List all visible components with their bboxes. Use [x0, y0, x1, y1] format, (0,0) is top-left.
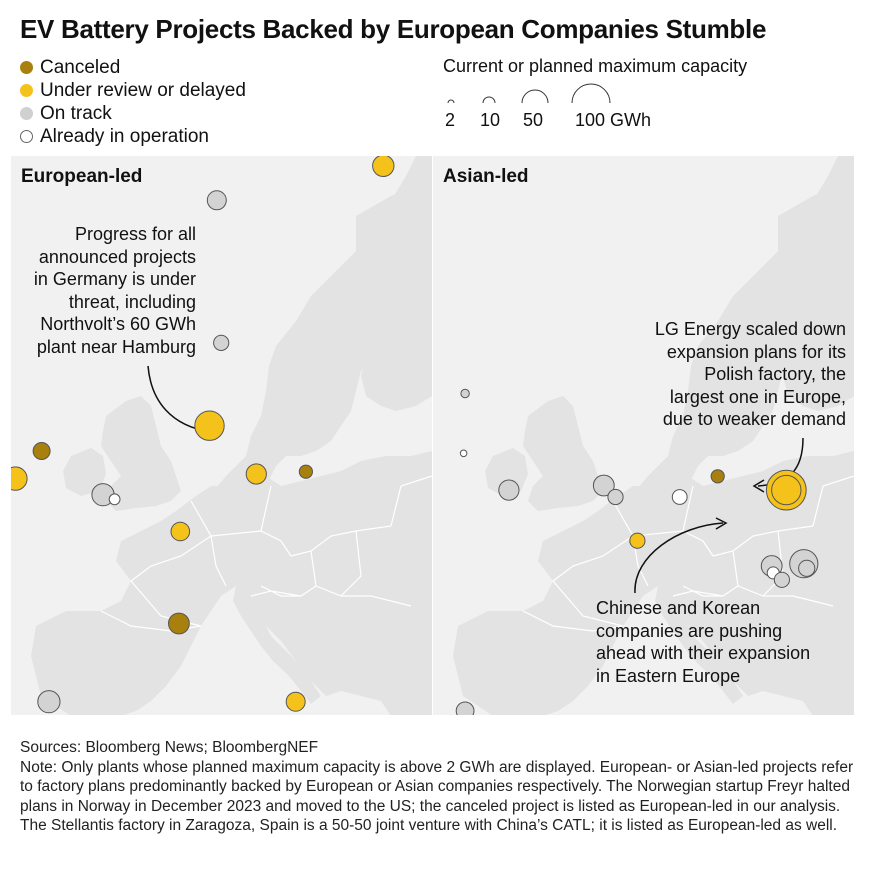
legend-label: On track [40, 103, 112, 124]
annotation-line: Polish factory, the [704, 364, 846, 384]
legend-label: Already in operation [40, 126, 209, 147]
legend-item-delayed [20, 79, 246, 102]
chart-title: EV Battery Projects Backed by European Companies Stumble [20, 14, 767, 44]
european-project-markers [11, 156, 432, 715]
annotation-line: plant near Hamburg [36, 336, 196, 357]
european-project-marker-delayed [11, 467, 27, 490]
asian-led-label: Asian-led [443, 166, 529, 187]
delayed-swatch [20, 84, 33, 97]
asian-project-marker-on-track [461, 389, 469, 397]
size-arc-100 [572, 84, 610, 103]
asian-project-marker-canceled [711, 470, 724, 483]
asian-project-marker-operation [460, 450, 467, 457]
annotation-line: ahead with their expansion [596, 643, 811, 663]
european-project-marker-operation [109, 494, 120, 505]
asian-project-marker-delayed [630, 533, 645, 548]
european-project-marker-canceled [169, 613, 190, 634]
european-led-map [11, 156, 432, 715]
european-led-label: European-led [21, 166, 143, 187]
european-project-marker-delayed [171, 522, 190, 541]
operation-swatch [20, 130, 33, 143]
annotation-line: in Germany is under [33, 269, 196, 289]
size-arc-2 [448, 100, 454, 103]
annotation-line: LG Energy scaled down [654, 319, 846, 339]
annotation-line: largest one in Europe, [669, 386, 846, 407]
annotation-line: Northvolt’s 60 GWh [40, 314, 196, 334]
european-project-marker-delayed [286, 692, 305, 711]
annotation-line: threat, including [68, 291, 196, 312]
european-project-marker-on-track [214, 335, 229, 350]
annotation-line: expansion plans for its [666, 341, 846, 362]
size-legend [443, 56, 748, 130]
annotation-line: Progress for all [74, 224, 196, 244]
legend-item-on-track [20, 102, 246, 125]
methodology-note: Note: Only plants whose planned maximum capacity is above 2 GWh are displayed. European- or Asian-led projects refer to factory plans predominantly backed by European or Asian companies respectively. The Norwegian startup Freyr halted plans in Norway in December 2023 and moved to the US; the canceled project is listed as European-led in our analysis. The Stellantis factory in Zaragoza, Spain is a 50-50 joint venture with China’s CATL; it is listed as European-led as well. [20, 758, 854, 834]
asian-project-markers [433, 156, 854, 715]
european-project-marker-delayed [246, 464, 266, 484]
asian-project-marker-on-track [799, 560, 815, 576]
size-legend-title: Current or planned maximum capacity [443, 56, 748, 76]
european-project-marker-delayed [195, 411, 224, 440]
annotation-line: announced projects [38, 246, 196, 267]
asian-project-marker-on-track [608, 489, 623, 504]
status-legend [20, 56, 246, 148]
asian-led-map [433, 156, 854, 715]
size-label-50: 50 [523, 110, 544, 130]
asian-project-marker-operation [672, 490, 687, 505]
sources-line: Sources: Bloomberg News; BloombergNEF [20, 739, 319, 756]
asian-project-marker-on-track [456, 702, 474, 715]
european-project-marker-canceled [299, 465, 312, 478]
on-track-swatch [20, 107, 33, 120]
size-label-2: 2 [445, 110, 456, 130]
size-arc-50 [522, 90, 548, 103]
annotation-line: Chinese and Korean [596, 598, 761, 618]
annotation-line: in Eastern Europe [596, 665, 741, 686]
european-project-marker-on-track [207, 191, 226, 210]
legend-item-operation [20, 125, 246, 148]
legend-label: Canceled [40, 57, 121, 78]
annotation-line: companies are pushing [596, 620, 783, 641]
european-project-marker-canceled [33, 443, 50, 460]
legend-item-canceled [20, 56, 246, 79]
size-arc-10 [483, 97, 495, 103]
european-project-marker-on-track [38, 691, 60, 713]
asian-project-marker-on-track [499, 480, 519, 500]
size-label-10: 10 [480, 110, 501, 130]
asian-project-marker-on-track [774, 572, 789, 587]
sources-note [20, 738, 865, 836]
size-label-100: 100 GWh [575, 110, 652, 130]
asian-project-marker-delayed [772, 475, 801, 504]
european-project-marker-delayed [373, 156, 394, 177]
legend-label: Under review or delayed [40, 80, 246, 101]
annotation-line: due to weaker demand [662, 409, 846, 429]
canceled-swatch [20, 61, 33, 74]
